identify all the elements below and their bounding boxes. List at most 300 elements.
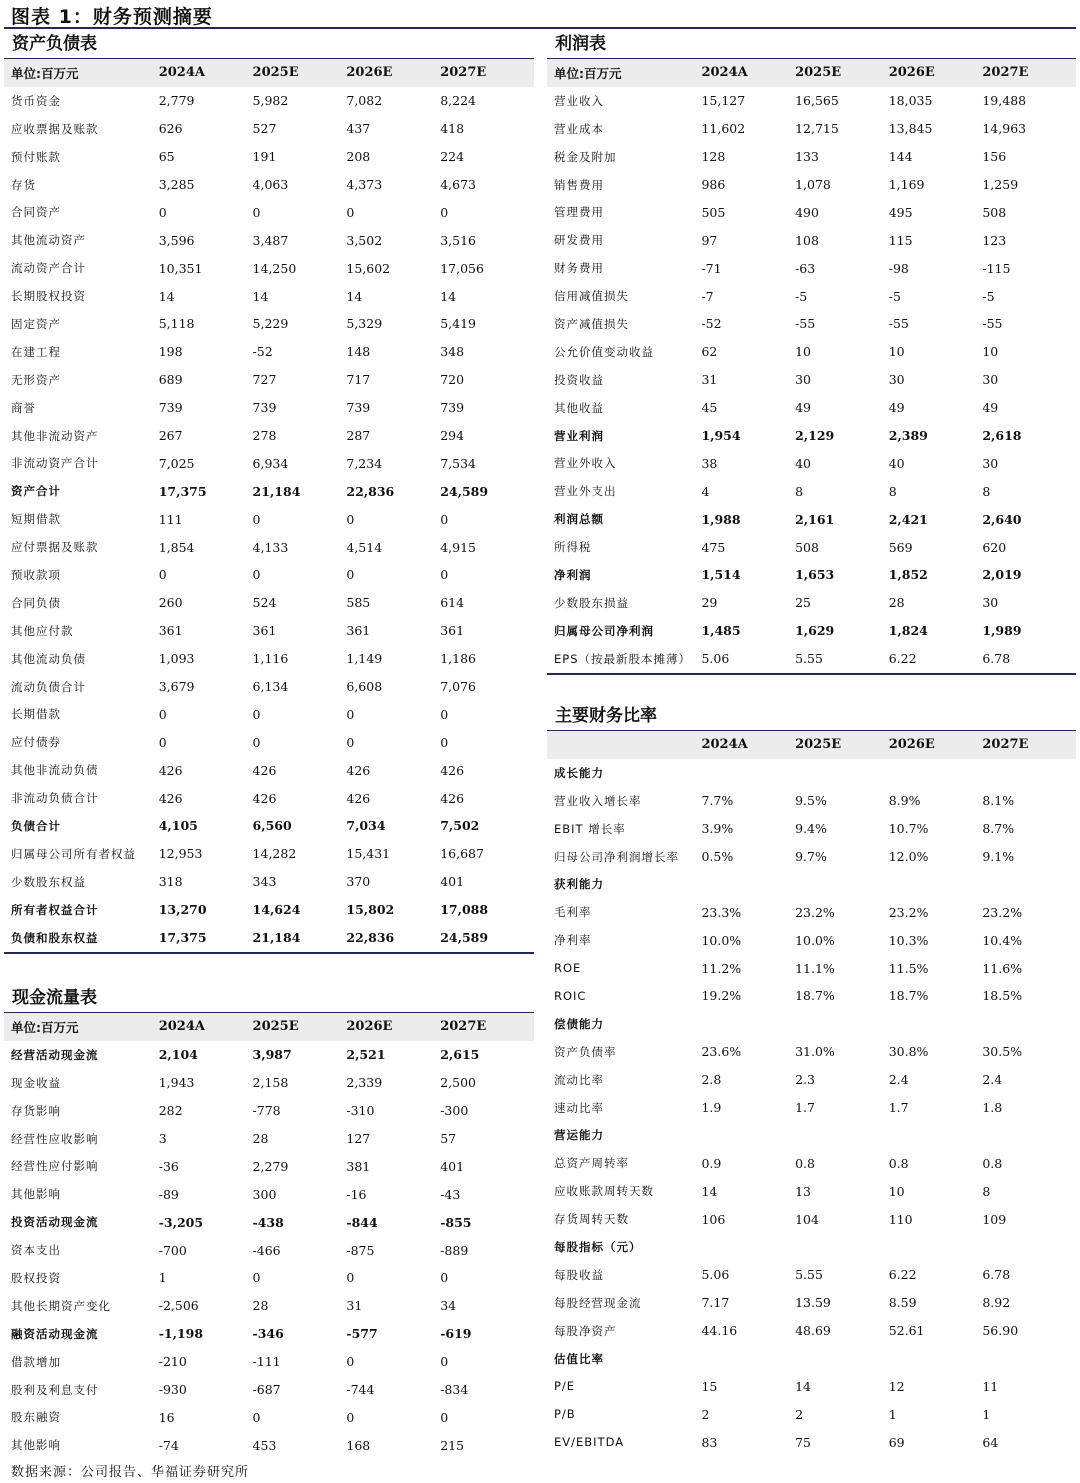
cell-value: 361 xyxy=(158,623,183,639)
cell-value: -111 xyxy=(252,1354,281,1370)
cell-value: 14 xyxy=(252,288,269,304)
cell-value: 12 xyxy=(888,1378,905,1394)
cell-value: 9.4% xyxy=(795,821,827,837)
source-note: 数据来源：公司报告、华福证券研究所 xyxy=(11,1465,250,1480)
cell-value: 10 xyxy=(982,344,999,360)
cell-value: 2 xyxy=(701,1406,710,1422)
cell-value: 38 xyxy=(701,455,718,471)
cell-value: 6.78 xyxy=(982,1267,1011,1283)
cell-value: 62 xyxy=(701,344,718,360)
cell-value: 475 xyxy=(701,539,726,555)
table-row xyxy=(547,954,1076,982)
cell-value: 2,618 xyxy=(982,428,1022,444)
header-year: 2026E xyxy=(888,737,935,753)
table-row xyxy=(547,561,1076,589)
cell-value: 8,224 xyxy=(440,93,476,109)
row-label: 归属母公司净利润 xyxy=(554,623,654,638)
cell-value: 4,105 xyxy=(158,818,198,834)
cell-value: 1,514 xyxy=(701,567,741,583)
header-year: 2027E xyxy=(440,1019,487,1035)
row-label: 营业利润 xyxy=(554,428,604,443)
cell-value: 7,534 xyxy=(440,455,476,471)
figure-title-rule xyxy=(4,27,1076,29)
row-label: 其他流动资产 xyxy=(11,233,86,248)
cell-value: 0 xyxy=(346,706,355,722)
cell-value: 16,687 xyxy=(440,846,484,862)
table-row xyxy=(547,394,1076,422)
cell-value: -778 xyxy=(252,1103,281,1119)
cell-value: 40 xyxy=(795,455,811,471)
cell-value: 294 xyxy=(440,428,465,444)
cell-value: 1,943 xyxy=(158,1075,195,1091)
row-label: 偿债能力 xyxy=(554,1016,604,1031)
row-label: 速动比率 xyxy=(554,1100,604,1115)
cell-value: 7,082 xyxy=(346,93,383,109)
row-label: 营业成本 xyxy=(554,121,604,136)
cell-value: 14 xyxy=(158,288,175,304)
table-row xyxy=(547,477,1076,505)
cell-value: 370 xyxy=(346,874,371,890)
cell-value: 267 xyxy=(158,428,183,444)
cell-value: 4,514 xyxy=(346,539,383,555)
cell-value: 49 xyxy=(888,400,905,416)
table-row xyxy=(4,1097,534,1125)
cell-value: -687 xyxy=(252,1382,281,1398)
cell-value: 17,056 xyxy=(440,260,484,276)
row-label: 流动资产合计 xyxy=(11,261,86,276)
cell-value: 14 xyxy=(795,1378,811,1394)
cell-value: 739 xyxy=(440,400,465,416)
cell-value: 10.7% xyxy=(888,821,929,837)
cell-value: 1.7 xyxy=(888,1100,909,1116)
table-row xyxy=(547,589,1076,617)
cell-value: 14,963 xyxy=(982,121,1027,137)
header-year: 2024A xyxy=(158,65,205,81)
cell-value: 52.61 xyxy=(888,1323,925,1339)
table-row xyxy=(4,1320,534,1348)
cell-value: 109 xyxy=(982,1211,1007,1227)
table-row xyxy=(4,1431,534,1459)
table-row xyxy=(4,1041,534,1069)
cell-value: 426 xyxy=(252,762,277,778)
cell-value: 34 xyxy=(440,1298,457,1314)
cell-value: 2,521 xyxy=(346,1047,386,1063)
cell-value: 2.4 xyxy=(888,1072,909,1088)
cell-value: 30.5% xyxy=(982,1044,1023,1060)
cell-value: 4,063 xyxy=(252,177,289,192)
cell-value: 30 xyxy=(982,455,999,471)
table-row xyxy=(547,1400,1076,1428)
table-row xyxy=(547,1372,1076,1400)
cell-value: 19.2% xyxy=(701,988,742,1004)
cell-value: -115 xyxy=(982,260,1011,276)
row-label: 预付账款 xyxy=(11,149,61,164)
table-row xyxy=(547,1038,1076,1066)
table-row xyxy=(547,898,1076,926)
cell-value: 3,679 xyxy=(158,679,195,695)
cell-value: 727 xyxy=(252,372,277,388)
cell-value: 13 xyxy=(795,1183,811,1199)
cell-value: 65 xyxy=(158,149,175,165)
cell-value: 14 xyxy=(346,288,363,304)
table-row xyxy=(4,812,534,840)
table-row xyxy=(4,617,534,645)
cell-value: 23.2% xyxy=(982,904,1023,920)
row-label: 公允价值变动收益 xyxy=(554,344,654,359)
row-label: ROIC xyxy=(554,988,587,1003)
table-row xyxy=(547,1094,1076,1122)
header-year: 2025E xyxy=(252,65,299,81)
cell-value: 5.55 xyxy=(795,651,823,667)
table-row xyxy=(4,1348,534,1376)
table-row xyxy=(4,115,534,143)
row-label: 负债合计 xyxy=(11,818,61,833)
cell-value: 0 xyxy=(440,567,449,583)
table-row xyxy=(4,1376,534,1404)
cell-value: 29 xyxy=(701,595,718,611)
row-label: 估值比率 xyxy=(554,1351,604,1366)
cell-value: 8 xyxy=(795,483,804,499)
cell-value: 2,421 xyxy=(888,511,928,527)
cell-value: 343 xyxy=(252,874,277,890)
cell-value: 2,161 xyxy=(795,511,835,527)
cell-value: 5.06 xyxy=(701,1267,730,1283)
row-label: 长期借款 xyxy=(11,707,61,722)
header-year: 2025E xyxy=(795,65,842,81)
cell-value: 527 xyxy=(252,121,277,137)
cell-value: 10,351 xyxy=(158,260,203,276)
row-label: 资产减值损失 xyxy=(554,316,629,331)
table-bottom-rule xyxy=(4,952,534,954)
row-label: 净利率 xyxy=(554,933,592,948)
cell-value: 453 xyxy=(252,1437,277,1453)
cell-value: 5,419 xyxy=(440,316,476,332)
cell-value: 6,134 xyxy=(252,679,289,695)
cell-value: 25 xyxy=(795,595,811,611)
row-label: 合同资产 xyxy=(11,205,61,220)
row-label: 存货 xyxy=(11,177,36,192)
cell-value: 2,389 xyxy=(888,428,928,444)
cell-value: -89 xyxy=(158,1186,179,1202)
cell-value: 3.9% xyxy=(701,821,734,837)
table-header-row xyxy=(4,59,534,87)
table-row xyxy=(4,1125,534,1153)
cell-value: 4,133 xyxy=(252,539,289,555)
table-row xyxy=(547,1233,1076,1261)
cell-value: 108 xyxy=(795,232,819,248)
cell-value: 0.8 xyxy=(982,1155,1003,1171)
cell-value: 56.90 xyxy=(982,1323,1019,1339)
cell-value: 437 xyxy=(346,121,371,137)
cell-value: -5 xyxy=(982,288,995,304)
cell-value: 426 xyxy=(440,790,465,806)
row-label: ROE xyxy=(554,961,582,976)
cell-value: 0 xyxy=(252,567,261,583)
cell-value: 0 xyxy=(440,1270,449,1286)
cell-value: 2,779 xyxy=(158,93,195,109)
cell-value: -2,506 xyxy=(158,1298,199,1314)
row-label: 投资活动现金流 xyxy=(11,1215,99,1230)
cell-value: 0 xyxy=(346,1409,355,1425)
cell-value: -3,205 xyxy=(158,1214,204,1230)
cell-value: 1,629 xyxy=(795,623,835,639)
table-row xyxy=(547,254,1076,282)
row-label: 短期借款 xyxy=(11,512,61,527)
cell-value: 4,915 xyxy=(440,539,476,555)
row-label: 在建工程 xyxy=(11,344,61,359)
balance-sheet-panel xyxy=(4,31,534,954)
cell-value: 3,987 xyxy=(252,1047,292,1063)
cash-flow-title: 现金流量表 xyxy=(4,985,534,1013)
cell-value: 1,169 xyxy=(888,177,925,192)
cell-value: 11.6% xyxy=(982,960,1023,976)
cell-value: 1,988 xyxy=(701,511,741,527)
row-label: 股东融资 xyxy=(11,1410,61,1425)
cell-value: 104 xyxy=(795,1211,819,1227)
table-row xyxy=(547,1010,1076,1038)
header-unit: 单位:百万元 xyxy=(11,65,79,81)
table-row xyxy=(547,505,1076,533)
row-label: 其他长期资产变化 xyxy=(11,1298,111,1313)
table-row xyxy=(547,338,1076,366)
table-row xyxy=(4,338,534,366)
row-label: 合同负债 xyxy=(11,595,61,610)
cell-value: 614 xyxy=(440,595,465,611)
cell-value: -834 xyxy=(440,1382,469,1398)
cell-value: 8.59 xyxy=(888,1295,917,1311)
cell-value: 97 xyxy=(701,232,718,248)
table-row xyxy=(4,198,534,226)
cell-value: 156 xyxy=(982,149,1007,165)
cell-value: 1,485 xyxy=(701,623,741,639)
cell-value: 31 xyxy=(701,372,718,388)
header-year: 2027E xyxy=(982,65,1029,81)
cell-value: 5.55 xyxy=(795,1267,823,1283)
cell-value: 418 xyxy=(440,121,465,137)
row-label: 少数股东权益 xyxy=(11,874,86,889)
cell-value: 508 xyxy=(982,204,1007,220)
cell-value: 1,149 xyxy=(346,651,383,667)
cell-value: 11.5% xyxy=(888,960,929,976)
cell-value: 2,019 xyxy=(982,567,1022,583)
row-label: 总资产周转率 xyxy=(554,1156,629,1171)
cell-value: 717 xyxy=(346,372,371,388)
row-label: 利润总额 xyxy=(554,512,604,527)
cell-value: 0 xyxy=(252,1270,261,1286)
cell-value: 10.0% xyxy=(701,932,742,948)
row-label: 每股经营现金流 xyxy=(554,1295,642,1310)
cell-value: -844 xyxy=(346,1214,378,1230)
cell-value: -43 xyxy=(440,1186,461,1202)
row-label: 其他影响 xyxy=(11,1438,61,1453)
cell-value: 208 xyxy=(346,149,371,165)
cell-value: 18.5% xyxy=(982,988,1023,1004)
cell-value: 0 xyxy=(440,706,449,722)
cell-value: 16,565 xyxy=(795,93,839,109)
table-row xyxy=(4,1292,534,1320)
cell-value: 282 xyxy=(158,1103,183,1119)
cell-value: -855 xyxy=(440,1214,472,1230)
cell-value: 2,158 xyxy=(252,1075,289,1091)
table-row xyxy=(4,756,534,784)
cell-value: 10.3% xyxy=(888,932,929,948)
table-row xyxy=(4,728,534,756)
cell-value: 18.7% xyxy=(888,988,929,1004)
header-year: 2025E xyxy=(252,1019,299,1035)
table-row xyxy=(547,226,1076,254)
table-row xyxy=(4,1236,534,1264)
cell-value: 3,487 xyxy=(252,232,289,248)
row-label: 其他应付款 xyxy=(11,623,74,638)
row-label: 投资收益 xyxy=(554,372,604,387)
header-year: 2024A xyxy=(158,1019,205,1035)
cell-value: 689 xyxy=(158,372,183,388)
cell-value: -744 xyxy=(346,1382,375,1398)
table-row xyxy=(547,926,1076,954)
cell-value: 2,339 xyxy=(346,1075,383,1091)
cell-value: 5,982 xyxy=(252,93,289,109)
row-label: EV/EBITDA xyxy=(554,1435,625,1450)
cell-value: 490 xyxy=(795,204,819,220)
header-unit: 单位:百万元 xyxy=(554,65,622,81)
cell-value: 224 xyxy=(440,149,465,165)
cell-value: 426 xyxy=(252,790,277,806)
header-year: 2026E xyxy=(888,65,935,81)
cell-value: 11 xyxy=(982,1378,999,1394)
cell-value: -98 xyxy=(888,260,909,276)
cell-value: 0 xyxy=(440,1354,449,1370)
cell-value: 1,824 xyxy=(888,623,928,639)
cell-value: 13,270 xyxy=(158,902,207,918)
table-row xyxy=(547,787,1076,815)
cell-value: 5,329 xyxy=(346,316,383,332)
table-row xyxy=(4,422,534,450)
cell-value: 28 xyxy=(252,1298,269,1314)
table-header-row xyxy=(547,731,1076,759)
cell-value: 5,118 xyxy=(158,316,195,332)
cell-value: 1,653 xyxy=(795,567,835,583)
cell-value: 2.3 xyxy=(795,1072,815,1088)
cell-value: 505 xyxy=(701,204,726,220)
table-row xyxy=(4,1069,534,1097)
cell-value: 401 xyxy=(440,874,465,890)
table-row xyxy=(547,115,1076,143)
cell-value: 49 xyxy=(795,400,811,416)
header-year: 2024A xyxy=(701,737,748,753)
cell-value: 28 xyxy=(888,595,905,611)
cell-value: 110 xyxy=(888,1211,913,1227)
row-label: 应收票据及账款 xyxy=(11,121,99,136)
table-row xyxy=(4,1208,534,1236)
row-label: 所得税 xyxy=(554,540,592,555)
table-row xyxy=(547,282,1076,310)
cell-value: 2,500 xyxy=(440,1075,476,1091)
cell-value: 19,488 xyxy=(982,93,1027,109)
cell-value: 9.7% xyxy=(795,849,827,864)
cell-value: 0 xyxy=(252,204,261,220)
table-row xyxy=(4,896,534,924)
cell-value: 23.6% xyxy=(701,1044,742,1060)
cell-value: 21,184 xyxy=(252,930,301,946)
row-label: 研发费用 xyxy=(554,233,604,248)
cell-value: 361 xyxy=(440,623,465,639)
cell-value: 14 xyxy=(701,1183,718,1199)
header-year: 2027E xyxy=(440,65,487,81)
cell-value: 13,845 xyxy=(888,121,933,137)
cell-value: 10 xyxy=(795,344,811,360)
row-label: 归属母公司所有者权益 xyxy=(11,846,136,861)
cell-value: -577 xyxy=(346,1326,378,1342)
row-label: 股权投资 xyxy=(11,1270,61,1285)
table-header-row xyxy=(4,1013,534,1041)
table-row xyxy=(547,1205,1076,1233)
cell-value: 198 xyxy=(158,344,183,360)
table-row xyxy=(4,645,534,673)
cell-value: 45 xyxy=(701,400,718,416)
table-row xyxy=(4,1180,534,1208)
table-row xyxy=(547,1149,1076,1177)
cell-value: 0 xyxy=(252,511,261,527)
row-label: 流动比率 xyxy=(554,1072,604,1087)
row-label: 经营性应收影响 xyxy=(11,1131,99,1146)
cell-value: 0 xyxy=(158,567,167,583)
cell-value: 739 xyxy=(158,400,183,416)
table-row xyxy=(547,1261,1076,1289)
header-year: 2025E xyxy=(795,737,842,753)
header-year: 2024A xyxy=(701,65,748,81)
row-label: 信用减值损失 xyxy=(554,289,629,304)
row-label: 非流动负债合计 xyxy=(11,791,99,806)
cell-value: 1.9 xyxy=(701,1100,722,1116)
cell-value: 18,035 xyxy=(888,93,933,109)
cell-value: 8 xyxy=(982,1183,991,1199)
cell-value: 0.5% xyxy=(701,849,734,864)
table-row xyxy=(547,982,1076,1010)
table-row xyxy=(4,840,534,868)
cell-value: 0 xyxy=(346,204,355,220)
cell-value: 3,516 xyxy=(440,232,476,248)
cell-value: 30.8% xyxy=(888,1044,929,1060)
cell-value: 144 xyxy=(888,149,913,165)
row-label: 经营活动现金流 xyxy=(11,1047,99,1062)
cell-value: 123 xyxy=(982,232,1007,248)
cell-value: 8 xyxy=(982,483,991,499)
cell-value: 28 xyxy=(252,1131,269,1146)
cell-value: 1,989 xyxy=(982,623,1022,639)
cell-value: 2.8 xyxy=(701,1072,722,1088)
cell-value: 426 xyxy=(158,762,183,778)
row-label: 长期股权投资 xyxy=(11,289,86,304)
cell-value: 15 xyxy=(701,1378,718,1394)
row-label: 少数股东损益 xyxy=(554,595,629,610)
row-label: 资本支出 xyxy=(11,1243,61,1258)
cell-value: 44.16 xyxy=(701,1323,738,1339)
cell-value: 1 xyxy=(888,1406,897,1422)
cell-value: 2,615 xyxy=(440,1047,480,1063)
cell-value: -52 xyxy=(701,316,722,332)
table-row xyxy=(547,815,1076,843)
cell-value: 0 xyxy=(346,1354,355,1370)
cell-value: -5 xyxy=(795,288,808,304)
cell-value: -52 xyxy=(252,344,273,360)
cell-value: 31 xyxy=(346,1298,363,1314)
cell-value: 401 xyxy=(440,1158,465,1174)
cell-value: 381 xyxy=(346,1158,371,1174)
row-label: 其他非流动负债 xyxy=(11,763,99,778)
row-label: 固定资产 xyxy=(11,316,61,331)
cell-value: -1,198 xyxy=(158,1326,204,1342)
cell-value: 15,431 xyxy=(346,846,391,862)
